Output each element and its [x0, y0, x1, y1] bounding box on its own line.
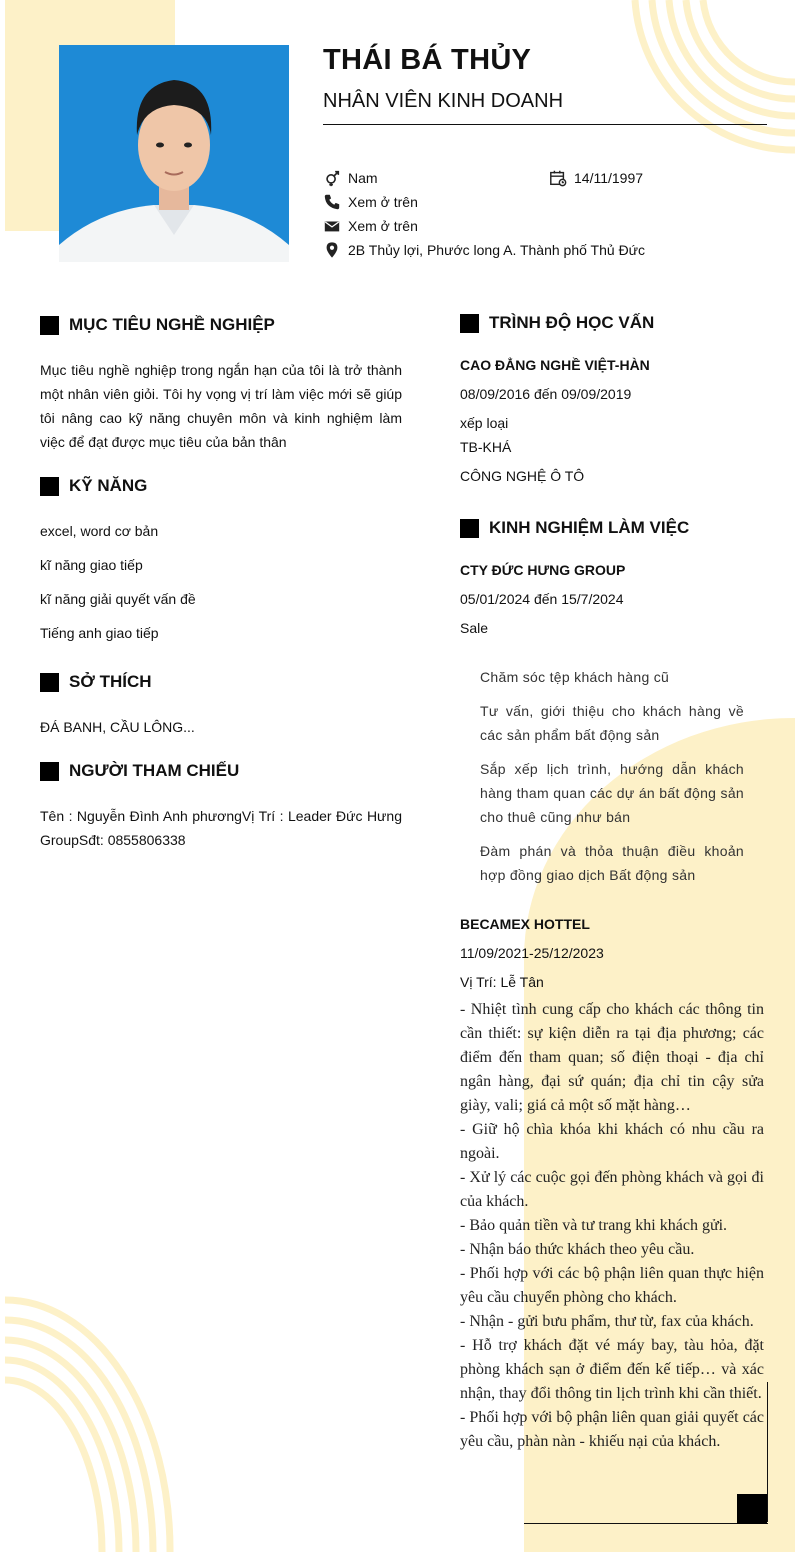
address-value: 2B Thủy lợi, Phước long A. Thành phố Thủ Đức	[348, 242, 646, 258]
gender-icon	[323, 169, 341, 187]
heading-square	[460, 314, 479, 333]
duty-item: - Bảo quản tiền và tư trang khi khách gửi.	[460, 1217, 728, 1234]
skill-item: kĩ năng giao tiếp	[40, 557, 143, 573]
references-heading	[40, 761, 239, 781]
duty-item: - Phối hợp với bộ phận liên quan giải quyết các yêu cầu, phàn nàn - khiếu nại của khách.	[460, 1409, 764, 1450]
duty-item: - Phối hợp với các bộ phận liên quan thực hiện yêu cầu chuyển phòng cho khách.	[460, 1265, 764, 1306]
hobbies-text: ĐÁ BANH, CẦU LÔNG...	[40, 719, 195, 735]
skill-item: Tiếng anh giao tiếp	[40, 625, 159, 641]
phone-icon	[323, 193, 341, 211]
hobbies-heading	[40, 672, 152, 692]
phone-row	[323, 193, 418, 211]
heading-square	[40, 316, 59, 335]
heading-square	[40, 477, 59, 496]
heading-square	[40, 762, 59, 781]
skills-heading	[40, 476, 147, 496]
dob-value: 14/11/1997	[574, 170, 644, 186]
header-divider	[323, 124, 767, 125]
references-title: NGƯỜI THAM CHIẾU	[69, 761, 240, 780]
duty-item: - Nhiệt tình cung cấp cho khách các thông tin cần thiết: sự kiện diễn ra tại địa phương; các điểm đến tham quan; số điện thoại - địa chỉ ngân hàng, đại sứ quán; địa chỉ tin cậy sửa giày, vali; giá cả một số mặt hàng…	[460, 1001, 764, 1114]
avatar	[59, 45, 289, 262]
decor-frame-line-horizontal	[524, 1523, 768, 1524]
job2-position: Vị Trí: Lễ Tân	[460, 974, 544, 990]
school-name: CAO ĐẲNG NGHỀ VIỆT-HÀN	[460, 357, 650, 373]
references-text: Tên : Nguyễn Đình Anh phươngVị Trí : Leader Đức Hưng GroupSđt: 0855806338	[40, 808, 402, 848]
rank-value: TB-KHÁ	[460, 439, 512, 455]
list-item: Sắp xếp lịch trình, hướng dẫn khách hàng tham quan các dự án bất động sản cho thuê cũng như bán	[480, 761, 744, 825]
candidate-role: NHÂN VIÊN KINH DOANH	[323, 90, 564, 112]
address-row	[323, 241, 645, 259]
education-period: 08/09/2016 đến 09/09/2019	[460, 386, 632, 402]
job1-period: 05/01/2024 đến 15/7/2024	[460, 591, 624, 607]
job2-duties	[460, 998, 764, 1454]
hobbies-title: SỞ THÍCH	[69, 672, 152, 691]
list-item: Chăm sóc tệp khách hàng cũ	[480, 669, 670, 685]
major: CÔNG NGHỆ Ô TÔ	[460, 468, 585, 484]
job1-company: CTY ĐỨC HƯNG GROUP	[460, 562, 626, 578]
phone-value: Xem ở trên	[348, 194, 418, 210]
mail-icon	[323, 217, 341, 235]
experience-title: KINH NGHIỆM LÀM VIỆC	[489, 518, 690, 537]
list-item: Tư vấn, giới thiệu cho khách hàng về các sản phẩm bất động sản	[480, 703, 744, 743]
dob-row	[549, 169, 643, 187]
job1-bullets	[480, 665, 744, 897]
decor-arcs-bottom-left	[0, 1290, 180, 1552]
duty-item: - Nhận báo thức khách theo yêu cầu.	[460, 1241, 695, 1258]
experience-heading	[460, 518, 689, 538]
duty-item: - Xử lý các cuộc gọi đến phòng khách và gọi đi của khách.	[460, 1169, 764, 1210]
list-item: Đàm phán và thỏa thuận điều khoản hợp đồng giao dịch Bất động sản	[480, 843, 744, 883]
decor-frame-square	[737, 1494, 767, 1524]
job2-company: BECAMEX HOTTEL	[460, 916, 590, 932]
heading-square	[40, 673, 59, 692]
gender-value: Nam	[348, 170, 378, 186]
skill-item: excel, word cơ bản	[40, 523, 159, 539]
candidate-name: THÁI BÁ THỦY	[323, 44, 532, 76]
email-row	[323, 217, 418, 235]
location-icon	[323, 241, 341, 259]
duty-item: - Nhận - gửi bưu phẩm, thư từ, fax của khách.	[460, 1313, 754, 1330]
decor-arcs-top-right	[630, 0, 800, 160]
job1-position: Sale	[460, 620, 489, 636]
gender-row	[323, 169, 378, 187]
heading-square	[460, 519, 479, 538]
email-value: Xem ở trên	[348, 218, 418, 234]
decor-frame-line-vertical	[767, 1382, 768, 1522]
portrait-image	[59, 45, 289, 262]
objective-text: Mục tiêu nghề nghiệp trong ngắn hạn của tôi là trở thành một nhân viên giỏi. Tôi hy vọng vị trí làm việc mới sẽ giúp tôi nâng cao kỹ năng chuyên môn và kinh nghiệm làm việc để đạt được mục tiêu của bản thân	[40, 362, 402, 450]
skill-item: kĩ năng giải quyết vấn đề	[40, 591, 196, 607]
education-heading	[460, 313, 654, 333]
objective-heading	[40, 315, 275, 335]
job2-period: 11/09/2021-25/12/2023	[460, 945, 604, 961]
objective-title: MỤC TIÊU NGHỀ NGHIỆP	[69, 315, 275, 334]
duty-item: - Hỗ trợ khách đặt vé máy bay, tàu hỏa, đặt phòng khách sạn ở điểm đến kế tiếp… và xác nhận, thay đổi thông tin lịch trình khi cần thiết.	[460, 1337, 764, 1402]
education-title: TRÌNH ĐỘ HỌC VẤN	[489, 313, 655, 332]
skills-title: KỸ NĂNG	[69, 476, 148, 495]
rank-label: xếp loại	[460, 415, 509, 431]
duty-item: - Giữ hộ chìa khóa khi khách có nhu cầu ra ngoài.	[460, 1121, 764, 1162]
calendar-icon	[549, 169, 567, 187]
